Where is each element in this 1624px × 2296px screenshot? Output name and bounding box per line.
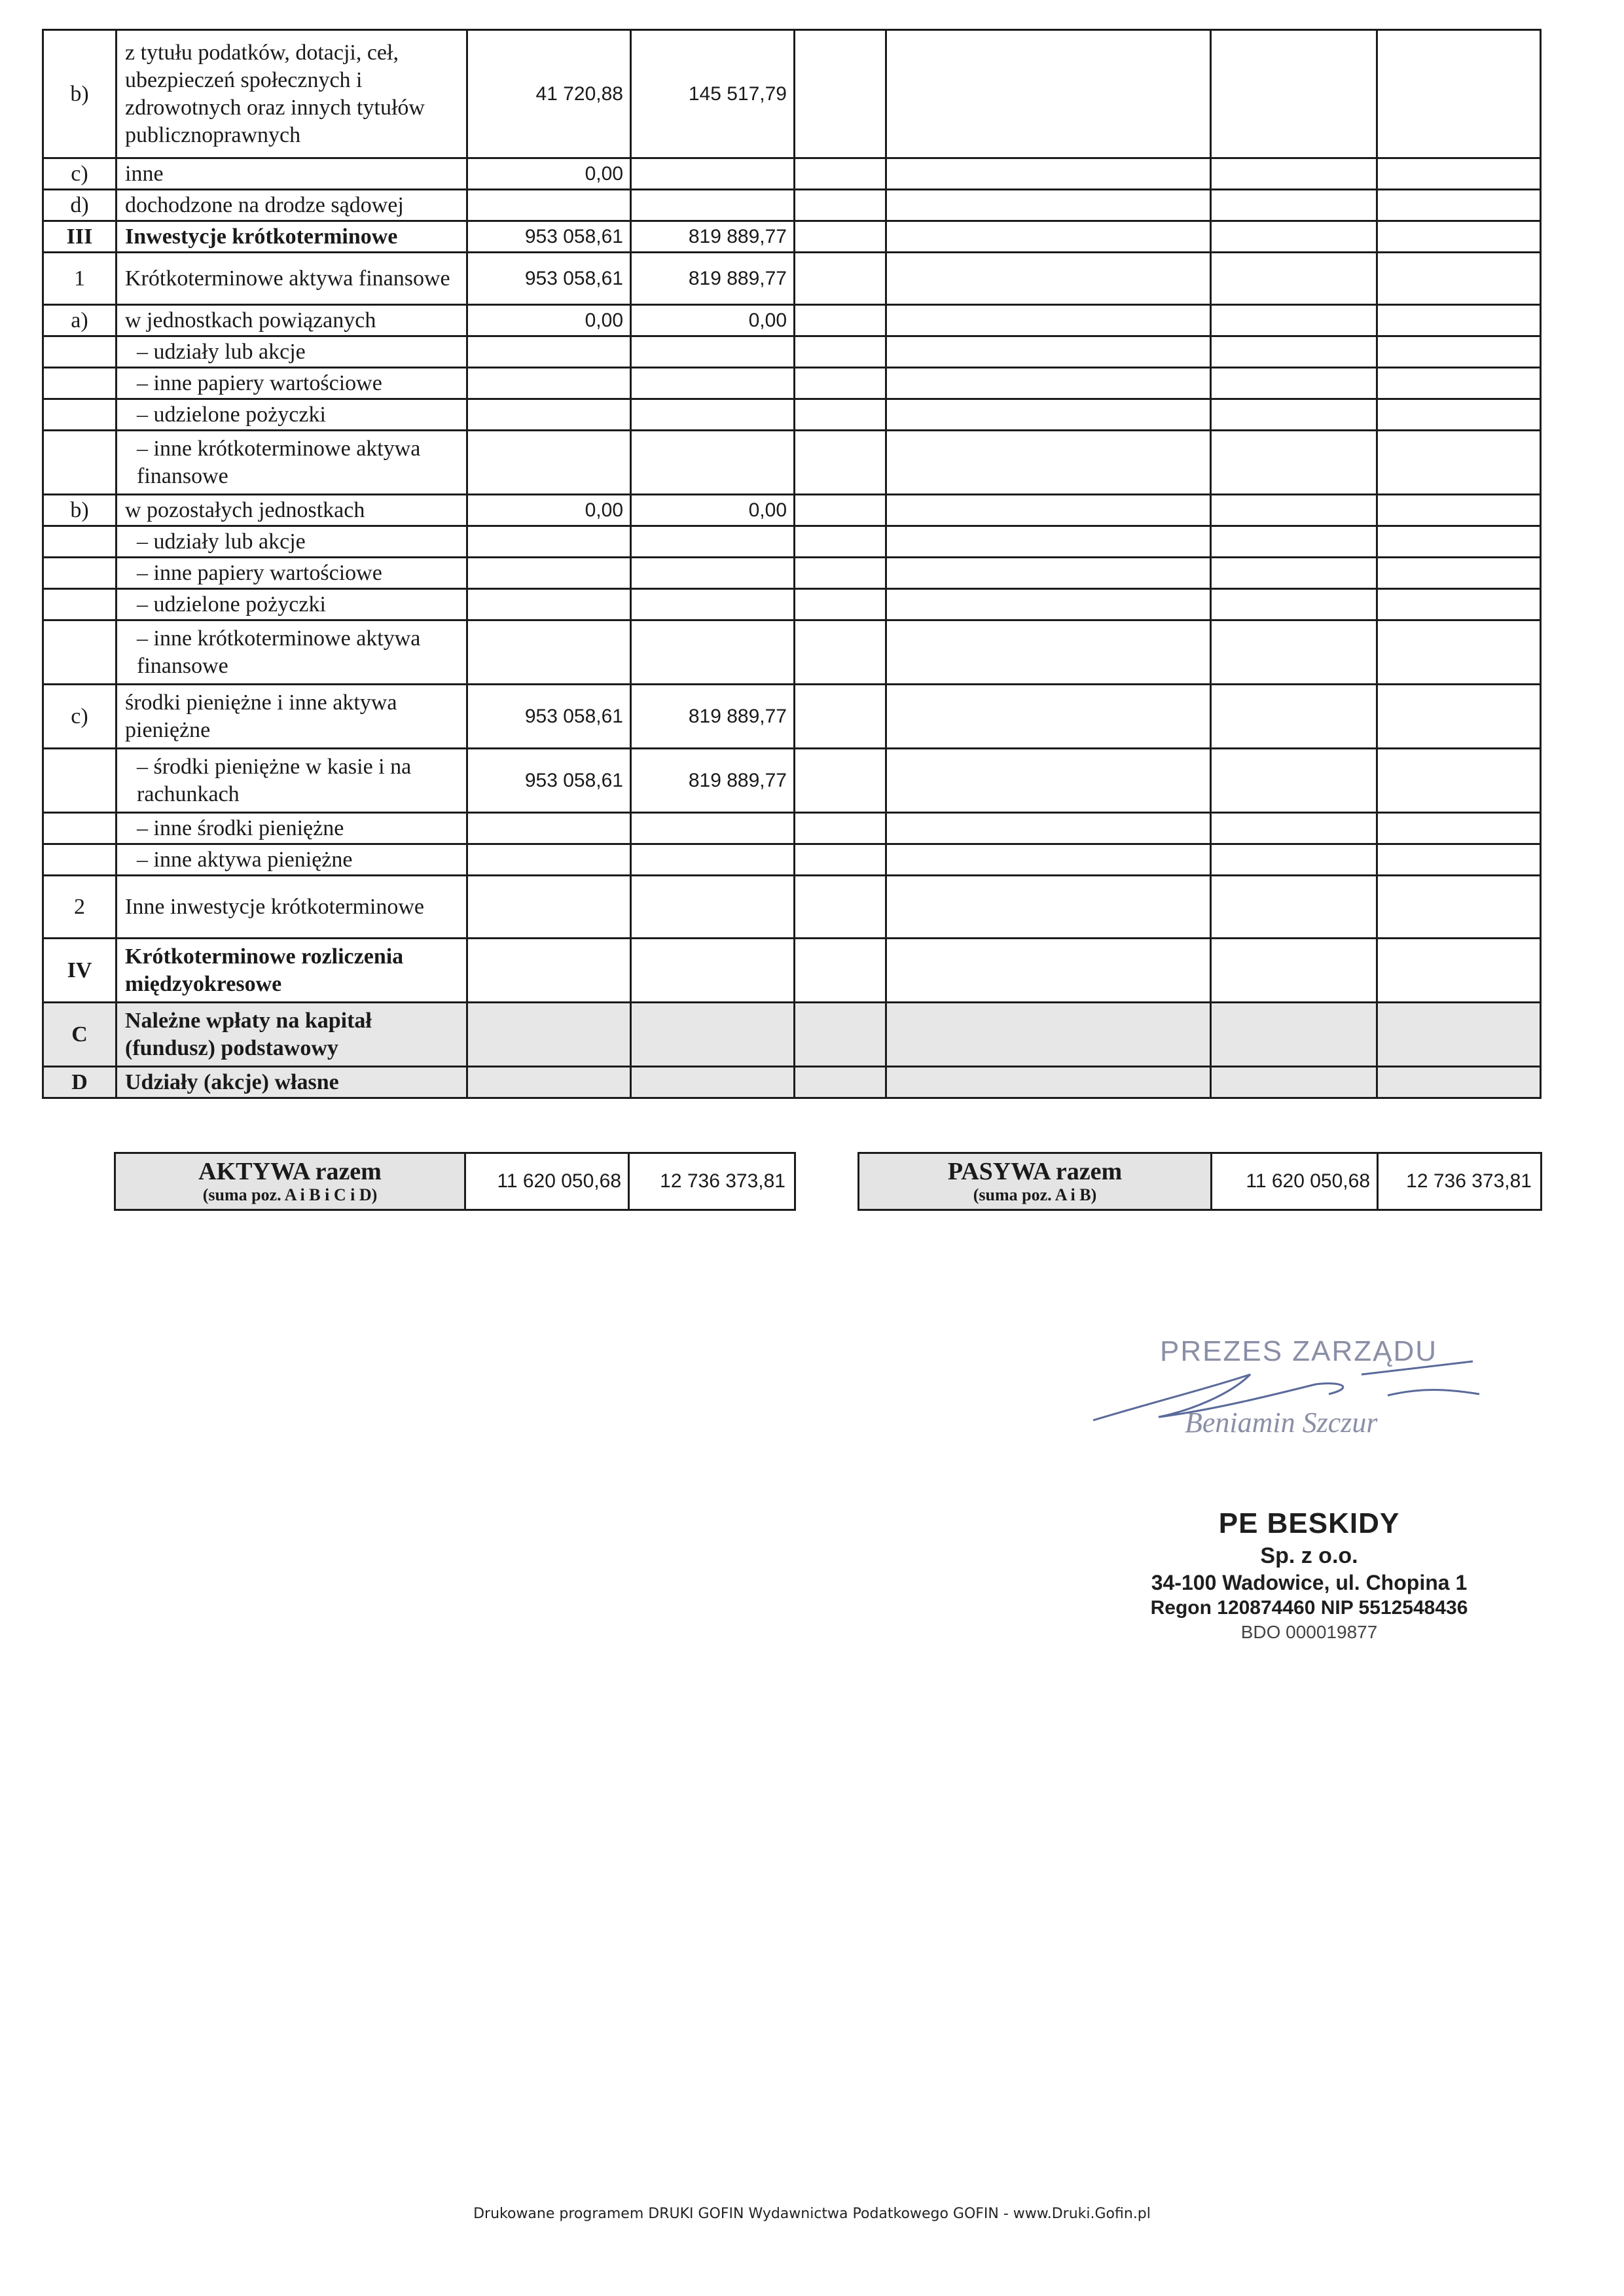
signature-title: PREZES ZARZĄDU <box>1160 1335 1438 1367</box>
asset-row-previous-value <box>631 526 795 558</box>
liability-cell <box>1377 190 1541 221</box>
asset-row-mark: a) <box>43 305 117 336</box>
asset-row-previous-value <box>631 158 795 190</box>
liability-row <box>795 221 1541 253</box>
asset-row-previous-value <box>631 844 795 876</box>
footer-note: Drukowane programem DRUKI GOFIN Wydawnictwa Podatkowego GOFIN - www.Druki.Gofin.pl <box>473 2206 1151 2222</box>
asset-row-label: – udziały lub akcje <box>117 526 467 558</box>
asset-row-mark <box>43 589 117 620</box>
asset-row-label: – udzielone pożyczki <box>117 589 467 620</box>
asset-row-label: z tytułu podatków, dotacji, ceł, ubezpieczeń społecznych i zdrowotnych oraz innych tytułów publicznoprawnych <box>117 30 467 158</box>
asset-row <box>43 399 795 431</box>
asset-row-mark <box>43 368 117 399</box>
liability-cell <box>886 749 1211 813</box>
asset-row-label: w pozostałych jednostkach <box>117 495 467 526</box>
liability-row <box>795 1067 1541 1098</box>
liability-cell <box>795 336 886 368</box>
asset-row-current-value <box>467 939 631 1003</box>
asset-row-previous-value <box>631 558 795 589</box>
liability-cell <box>1211 813 1377 844</box>
asset-row-current-value <box>467 620 631 685</box>
liability-cell <box>1211 876 1377 939</box>
asset-row-mark <box>43 620 117 685</box>
asset-row-mark: IV <box>43 939 117 1003</box>
liability-cell <box>886 368 1211 399</box>
liability-cell <box>795 844 886 876</box>
asset-row-current-value <box>467 813 631 844</box>
liability-cell <box>795 685 886 749</box>
liability-cell <box>1211 844 1377 876</box>
liability-cell <box>886 685 1211 749</box>
asset-row-previous-value: 819 889,77 <box>631 221 795 253</box>
liability-cell <box>795 368 886 399</box>
asset-row-label: Inne inwestycje krótkoterminowe <box>117 876 467 939</box>
asset-row <box>43 526 795 558</box>
liability-cell <box>1377 1067 1541 1098</box>
asset-row-current-value: 953 058,61 <box>467 685 631 749</box>
liability-row <box>795 1003 1541 1067</box>
liability-cell <box>1377 526 1541 558</box>
asset-row-label: Należne wpłaty na kapitał (fundusz) podstawowy <box>117 1003 467 1067</box>
liability-cell <box>1377 158 1541 190</box>
aktywa-total-subtitle: (suma poz. A i B i C i D) <box>202 1185 378 1204</box>
liability-cell <box>886 221 1211 253</box>
liability-cell <box>886 844 1211 876</box>
asset-row <box>43 1067 795 1098</box>
asset-row-mark <box>43 749 117 813</box>
liability-cell <box>795 221 886 253</box>
asset-row-current-value: 0,00 <box>467 305 631 336</box>
asset-row-label: – inne papiery wartościowe <box>117 558 467 589</box>
asset-row-current-value: 953 058,61 <box>467 253 631 305</box>
stamp-company: PE BESKIDY <box>1218 1507 1400 1539</box>
liability-cell <box>886 158 1211 190</box>
asset-row-mark <box>43 844 117 876</box>
liability-cell <box>1377 813 1541 844</box>
asset-row-label: – inne środki pieniężne <box>117 813 467 844</box>
liability-cell <box>1377 431 1541 495</box>
asset-row-mark <box>43 813 117 844</box>
pasywa-total-subtitle: (suma poz. A i B) <box>973 1185 1097 1204</box>
asset-row-mark: D <box>43 1067 117 1098</box>
liability-cell <box>886 399 1211 431</box>
asset-row-previous-value <box>631 190 795 221</box>
liability-cell <box>795 1003 886 1067</box>
asset-row <box>43 431 795 495</box>
liability-cell <box>1211 939 1377 1003</box>
liability-cell <box>886 526 1211 558</box>
asset-row <box>43 685 795 749</box>
asset-row-mark <box>43 526 117 558</box>
liability-cell <box>1211 30 1377 158</box>
asset-row-previous-value <box>631 368 795 399</box>
asset-row-previous-value: 145 517,79 <box>631 30 795 158</box>
liability-row <box>795 844 1541 876</box>
asset-row-mark: III <box>43 221 117 253</box>
liability-cell <box>795 399 886 431</box>
liability-cell <box>886 431 1211 495</box>
liability-cell <box>886 1003 1211 1067</box>
asset-row <box>43 749 795 813</box>
liability-cell <box>886 813 1211 844</box>
assets-table <box>42 29 795 1099</box>
liability-cell <box>886 558 1211 589</box>
liability-cell <box>886 305 1211 336</box>
asset-row-current-value: 953 058,61 <box>467 749 631 813</box>
asset-row <box>43 876 795 939</box>
stamp-form: Sp. z o.o. <box>1260 1543 1358 1568</box>
asset-row <box>43 336 795 368</box>
asset-row-mark: c) <box>43 158 117 190</box>
aktywa-total-row <box>114 1152 796 1211</box>
asset-row-current-value <box>467 368 631 399</box>
liability-cell <box>886 190 1211 221</box>
asset-row-previous-value <box>631 1003 795 1067</box>
liability-cell <box>1377 876 1541 939</box>
asset-row <box>43 558 795 589</box>
asset-row-label: Udziały (akcje) własne <box>117 1067 467 1098</box>
asset-row-label: – środki pieniężne w kasie i na rachunkach <box>117 749 467 813</box>
liability-cell <box>1377 844 1541 876</box>
liability-cell <box>1377 221 1541 253</box>
liability-cell <box>795 190 886 221</box>
asset-row-mark: b) <box>43 30 117 158</box>
asset-row-previous-value: 0,00 <box>631 495 795 526</box>
liability-cell <box>886 620 1211 685</box>
asset-row-current-value <box>467 1003 631 1067</box>
asset-row <box>43 368 795 399</box>
asset-row <box>43 589 795 620</box>
asset-row-mark: C <box>43 1003 117 1067</box>
stamp-address: 34-100 Wadowice, ul. Chopina 1 <box>1151 1571 1468 1594</box>
liability-cell <box>1211 495 1377 526</box>
aktywa-total-previous: 12 736 373,81 <box>628 1154 792 1209</box>
asset-row-label: Krótkoterminowe aktywa finansowe <box>117 253 467 305</box>
asset-row-previous-value <box>631 876 795 939</box>
asset-row-previous-value <box>631 939 795 1003</box>
liability-row <box>795 30 1541 158</box>
asset-row <box>43 620 795 685</box>
asset-row <box>43 158 795 190</box>
asset-row-mark: 2 <box>43 876 117 939</box>
asset-row-label: Inwestycje krótkoterminowe <box>117 221 467 253</box>
liability-row <box>795 685 1541 749</box>
asset-row-mark: 1 <box>43 253 117 305</box>
asset-row-previous-value <box>631 399 795 431</box>
asset-row-previous-value <box>631 336 795 368</box>
asset-row-current-value: 0,00 <box>467 495 631 526</box>
liability-cell <box>886 30 1211 158</box>
liability-cell <box>795 526 886 558</box>
asset-row-previous-value: 819 889,77 <box>631 749 795 813</box>
liability-cell <box>795 813 886 844</box>
asset-row-label: – udziały lub akcje <box>117 336 467 368</box>
liability-cell <box>795 620 886 685</box>
asset-row-label: – inne aktywa pieniężne <box>117 844 467 876</box>
liability-row <box>795 495 1541 526</box>
asset-row-previous-value <box>631 589 795 620</box>
liability-cell <box>795 495 886 526</box>
liability-cell <box>1377 620 1541 685</box>
asset-row-current-value <box>467 399 631 431</box>
asset-row-current-value <box>467 431 631 495</box>
liability-cell <box>886 495 1211 526</box>
aktywa-total-current: 11 620 050,68 <box>497 1170 621 1192</box>
liability-row <box>795 336 1541 368</box>
liabilities-table <box>793 29 1542 1099</box>
liability-row <box>795 558 1541 589</box>
liability-cell <box>795 253 886 305</box>
asset-row-current-value <box>467 844 631 876</box>
liability-cell <box>1377 399 1541 431</box>
liability-row <box>795 876 1541 939</box>
asset-row <box>43 221 795 253</box>
asset-row <box>43 939 795 1003</box>
asset-row <box>43 305 795 336</box>
asset-row-label: – udzielone pożyczki <box>117 399 467 431</box>
liability-cell <box>1211 368 1377 399</box>
aktywa-total-title: AKTYWA razem <box>198 1158 382 1185</box>
stamp-bdo: BDO 000019877 <box>1240 1622 1378 1642</box>
asset-row-current-value <box>467 589 631 620</box>
asset-row-current-value <box>467 558 631 589</box>
liability-cell <box>1377 939 1541 1003</box>
asset-row-label: – inne papiery wartościowe <box>117 368 467 399</box>
liability-cell <box>1377 368 1541 399</box>
liability-cell <box>1377 30 1541 158</box>
liability-cell <box>1211 749 1377 813</box>
liability-row <box>795 526 1541 558</box>
liability-row <box>795 305 1541 336</box>
asset-row-mark: c) <box>43 685 117 749</box>
asset-row-current-value <box>467 1067 631 1098</box>
asset-row-mark: b) <box>43 495 117 526</box>
liability-cell <box>886 939 1211 1003</box>
asset-row-current-value: 41 720,88 <box>467 30 631 158</box>
liability-row <box>795 620 1541 685</box>
asset-row-current-value <box>467 190 631 221</box>
liability-cell <box>1211 305 1377 336</box>
liability-cell <box>1211 526 1377 558</box>
aktywa-total-label <box>116 1154 466 1209</box>
liability-cell <box>1377 495 1541 526</box>
liability-cell <box>795 749 886 813</box>
liability-cell <box>886 589 1211 620</box>
liability-cell <box>1377 685 1541 749</box>
asset-row <box>43 190 795 221</box>
asset-row <box>43 495 795 526</box>
asset-row <box>43 1003 795 1067</box>
asset-row-previous-value: 819 889,77 <box>631 685 795 749</box>
liability-cell <box>795 558 886 589</box>
asset-row-previous-value <box>631 813 795 844</box>
asset-row-previous-value <box>631 620 795 685</box>
asset-row-previous-value: 0,00 <box>631 305 795 336</box>
liability-cell <box>1211 158 1377 190</box>
asset-row-mark <box>43 336 117 368</box>
liability-row <box>795 399 1541 431</box>
liability-cell <box>1211 1003 1377 1067</box>
liability-cell <box>795 939 886 1003</box>
liability-cell <box>1211 399 1377 431</box>
liability-cell <box>1377 336 1541 368</box>
liability-row <box>795 253 1541 305</box>
liability-cell <box>1211 336 1377 368</box>
asset-row-current-value: 953 058,61 <box>467 221 631 253</box>
asset-row <box>43 30 795 158</box>
signature-name: Beniamin Szczur <box>1185 1407 1378 1439</box>
pasywa-total-label <box>859 1154 1212 1209</box>
liability-row <box>795 813 1541 844</box>
liability-cell <box>795 1067 886 1098</box>
asset-row-previous-value <box>631 431 795 495</box>
asset-row <box>43 253 795 305</box>
pasywa-total-previous: 12 736 373,81 <box>1377 1154 1538 1209</box>
liability-cell <box>1211 620 1377 685</box>
asset-row <box>43 844 795 876</box>
pasywa-total-title: PASYWA razem <box>947 1158 1123 1185</box>
liability-cell <box>1377 253 1541 305</box>
asset-row-current-value <box>467 876 631 939</box>
liability-cell <box>886 253 1211 305</box>
liability-cell <box>795 305 886 336</box>
liability-row <box>795 431 1541 495</box>
liability-cell <box>1211 253 1377 305</box>
asset-row-current-value: 0,00 <box>467 158 631 190</box>
asset-row-label: środki pieniężne i inne aktywa pieniężne <box>117 685 467 749</box>
liability-row <box>795 368 1541 399</box>
liability-row <box>795 158 1541 190</box>
liability-cell <box>795 876 886 939</box>
liability-row <box>795 939 1541 1003</box>
liability-row <box>795 589 1541 620</box>
liability-cell <box>1377 1003 1541 1067</box>
liability-cell <box>886 876 1211 939</box>
liability-cell <box>795 158 886 190</box>
asset-row-mark <box>43 558 117 589</box>
pasywa-total-row <box>857 1152 1542 1211</box>
liability-cell <box>795 589 886 620</box>
liability-cell <box>886 1067 1211 1098</box>
asset-row-label: Krótkoterminowe rozliczenia międzyokresowe <box>117 939 467 1003</box>
liability-cell <box>1211 190 1377 221</box>
asset-row-label: w jednostkach powiązanych <box>117 305 467 336</box>
liability-cell <box>1377 305 1541 336</box>
asset-row-current-value <box>467 526 631 558</box>
liability-cell <box>1211 221 1377 253</box>
liability-cell <box>1211 558 1377 589</box>
asset-row-previous-value <box>631 1067 795 1098</box>
asset-row-label: inne <box>117 158 467 190</box>
liability-cell <box>1211 589 1377 620</box>
asset-row-label: – inne krótkoterminowe aktywa finansowe <box>117 620 467 685</box>
asset-row-label: dochodzone na drodze sądowej <box>117 190 467 221</box>
liability-cell <box>886 336 1211 368</box>
stamp-ids: Regon 120874460 NIP 5512548436 <box>1150 1597 1468 1619</box>
liability-cell <box>1211 685 1377 749</box>
liability-cell <box>795 431 886 495</box>
liability-row <box>795 190 1541 221</box>
asset-row-mark <box>43 399 117 431</box>
asset-row-label: – inne krótkoterminowe aktywa finansowe <box>117 431 467 495</box>
liability-cell <box>1211 431 1377 495</box>
asset-row-current-value <box>467 336 631 368</box>
liability-cell <box>1377 558 1541 589</box>
asset-row-previous-value: 819 889,77 <box>631 253 795 305</box>
liability-row <box>795 749 1541 813</box>
liability-cell <box>795 30 886 158</box>
liability-cell <box>1377 589 1541 620</box>
company-stamp <box>1113 1505 1506 1644</box>
asset-row-mark: d) <box>43 190 117 221</box>
pasywa-total-current: 11 620 050,68 <box>1246 1170 1370 1192</box>
liability-cell <box>1377 749 1541 813</box>
asset-row <box>43 813 795 844</box>
asset-row-mark <box>43 431 117 495</box>
liability-cell <box>1211 1067 1377 1098</box>
